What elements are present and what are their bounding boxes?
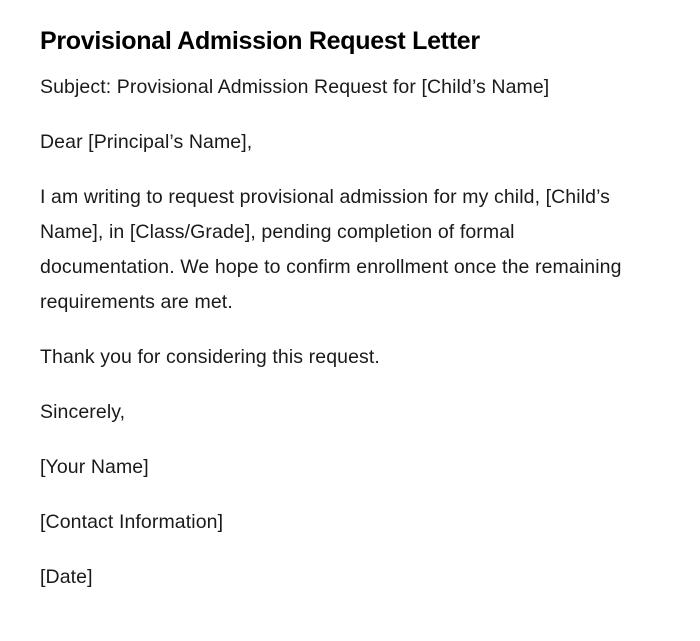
body-paragraph: I am writing to request provisional admission for my child, [Child’s Name], in [Class/Grade], pending completion of formal documentation. We hope to confirm enrollment once the remaining requirements are met. — [40, 186, 622, 313]
salutation: Dear [Principal’s Name], — [40, 131, 253, 153]
contact-information: [Contact Information] — [40, 511, 224, 533]
thanks-line: Thank you for considering this request. — [40, 346, 380, 368]
subject-line: Subject: Provisional Admission Request for [Child’s Name] — [40, 76, 550, 98]
date-line: [Date] — [40, 566, 93, 588]
page-title: Provisional Admission Request Letter — [40, 27, 480, 55]
closing-line: Sincerely, — [40, 401, 126, 423]
signature-name: [Your Name] — [40, 456, 149, 478]
